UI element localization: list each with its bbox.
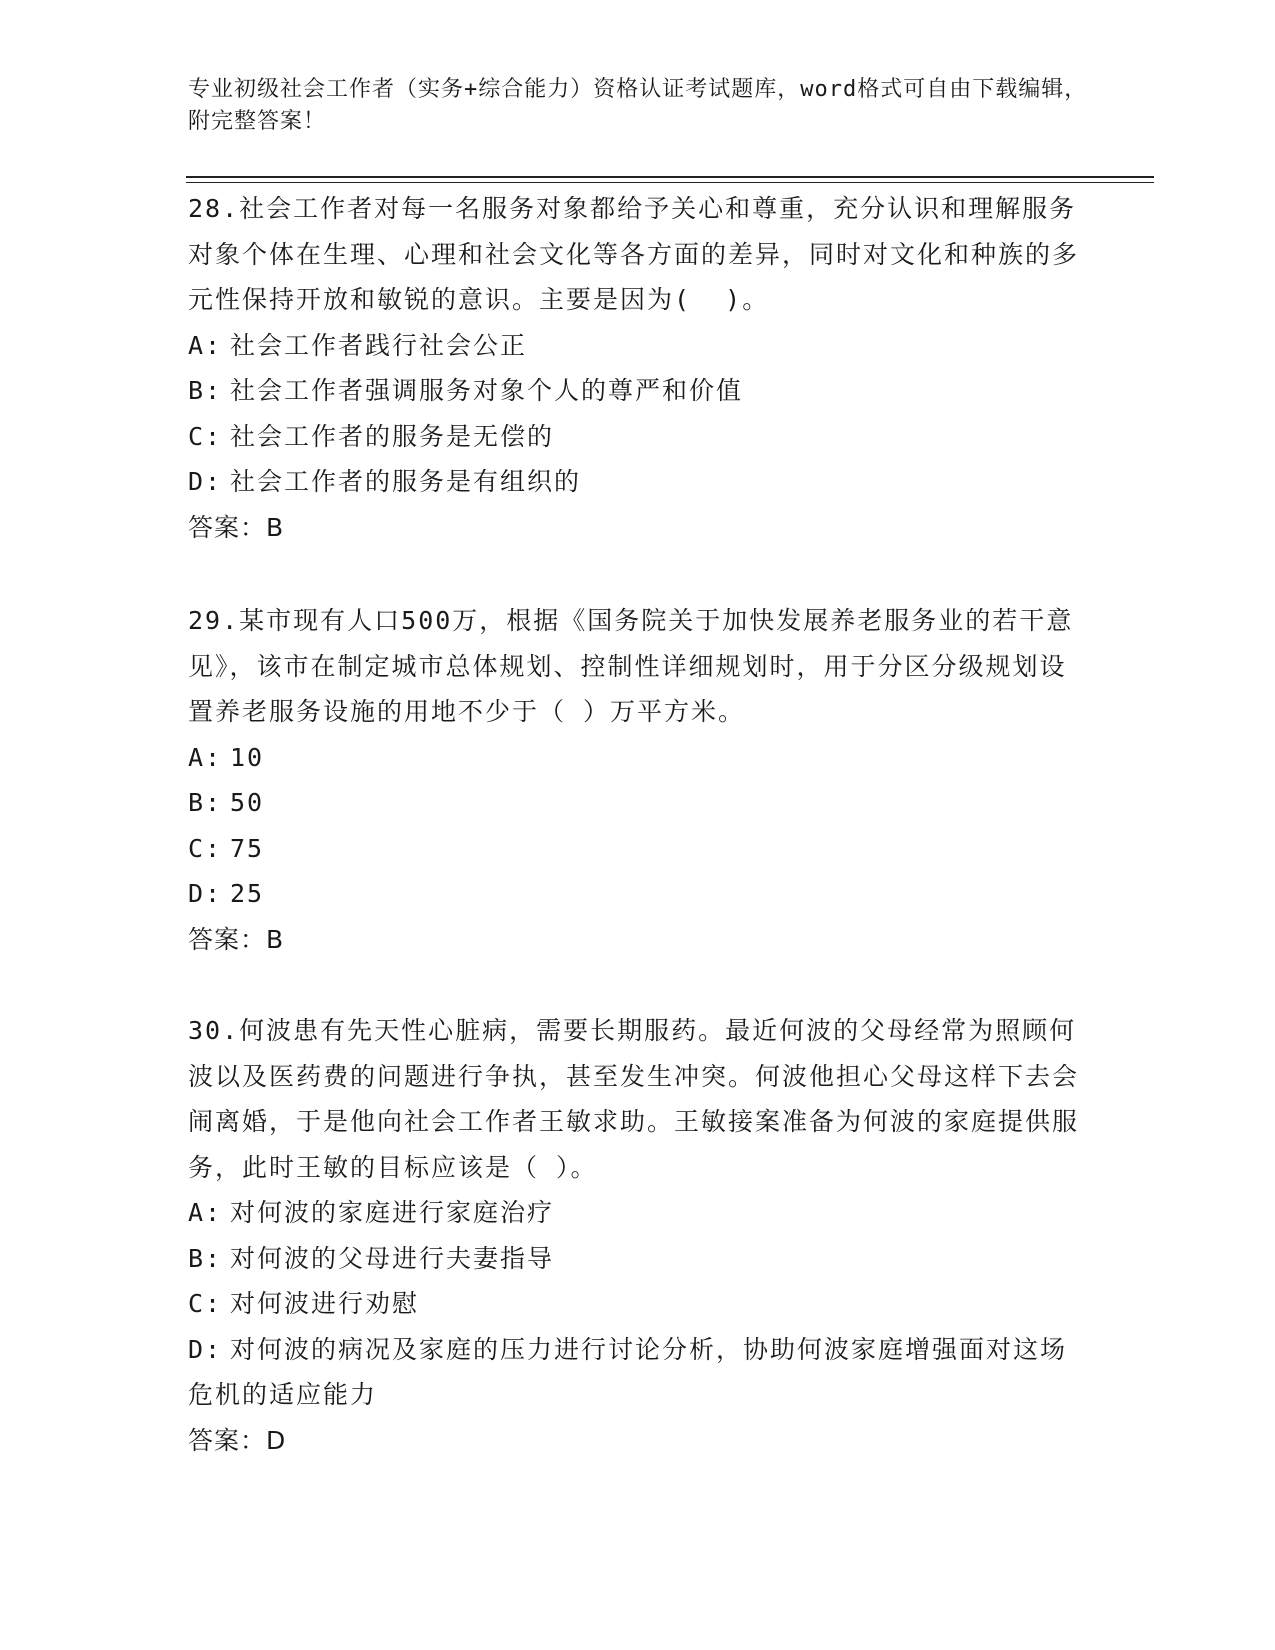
option-text: 对何波的病况及家庭的压力进行讨论分析，协助何波家庭增强面对这场危机的适应能力 bbox=[188, 1334, 1068, 1409]
option-text: 对何波进行劝慰 bbox=[230, 1289, 420, 1318]
answer-line: 答案：B bbox=[188, 512, 285, 542]
option-letter: D: bbox=[188, 879, 223, 908]
question-28 bbox=[188, 186, 1088, 550]
question-number: 29. bbox=[188, 606, 240, 635]
option-a bbox=[188, 1190, 1088, 1236]
page-header bbox=[188, 74, 1088, 138]
answer-line: 答案：D bbox=[188, 1425, 287, 1455]
option-letter: B: bbox=[188, 1243, 223, 1273]
question-number: 30. bbox=[188, 1016, 240, 1045]
option-c bbox=[188, 414, 1088, 460]
answer-line: 答案：B bbox=[188, 924, 285, 954]
option-b bbox=[188, 368, 1088, 414]
question-stem bbox=[188, 598, 1088, 735]
option-text: 50 bbox=[230, 788, 265, 817]
option-letter: D: bbox=[188, 467, 223, 496]
option-letter: B: bbox=[188, 376, 223, 405]
option-letter: C: bbox=[188, 833, 223, 863]
option-c bbox=[188, 826, 1088, 872]
question-30 bbox=[188, 1008, 1088, 1463]
option-text: 社会工作者强调服务对象个人的尊严和价值 bbox=[230, 376, 744, 405]
option-letter: A: bbox=[188, 742, 223, 772]
option-c bbox=[188, 1281, 1088, 1327]
option-letter: A: bbox=[188, 1198, 223, 1227]
question-text: 社会工作者对每一名服务对象都给予关心和尊重，充分认识和理解服务对象个体在生理、心理和社会文化等各方面的差异，同时对文化和种族的多元性保持开放和敏锐的意识。主要是因为( )。 bbox=[188, 194, 1080, 314]
option-b bbox=[188, 1236, 1088, 1282]
option-d bbox=[188, 871, 1088, 917]
header-divider-thick bbox=[186, 176, 1154, 178]
option-d bbox=[188, 459, 1088, 505]
header-text: 专业初级社会工作者（实务+综合能力）资格认证考试题库，word格式可自由下载编辑，附完整答案！ bbox=[188, 77, 1088, 134]
option-text: 社会工作者的服务是无偿的 bbox=[230, 421, 555, 451]
question-number: 28. bbox=[188, 194, 240, 223]
option-text: 25 bbox=[230, 879, 265, 908]
question-stem bbox=[188, 186, 1088, 323]
option-a bbox=[188, 323, 1088, 369]
option-text: 对何波的家庭进行家庭治疗 bbox=[230, 1198, 555, 1227]
option-text: 75 bbox=[230, 833, 265, 863]
option-text: 社会工作者践行社会公正 bbox=[230, 330, 528, 360]
option-letter: C: bbox=[188, 421, 223, 451]
option-d bbox=[188, 1327, 1088, 1418]
header-divider-thin bbox=[186, 182, 1154, 183]
question-text: 何波患有先天性心脏病，需要长期服药。最近何波的父母经常为照顾何波以及医药费的问题进行争执，甚至发生冲突。何波他担心父母这样下去会闹离婚，于是他向社会工作者王敏求助。王敏接案准备为何波的家庭提供服务，此时王敏的目标应该是（ ）。 bbox=[188, 1016, 1080, 1182]
option-text: 对何波的父母进行夫妻指导 bbox=[230, 1243, 555, 1273]
question-29 bbox=[188, 598, 1088, 962]
option-letter: B: bbox=[188, 788, 223, 817]
question-text: 某市现有人口500万，根据《国务院关于加快发展养老服务业的若干意见》，该市在制定城市总体规划、控制性详细规划时，用于分区分级规划设置养老服务设施的用地不少于（ ）万平方米。 bbox=[188, 606, 1074, 726]
question-stem bbox=[188, 1008, 1088, 1190]
option-letter: A: bbox=[188, 330, 223, 360]
option-text: 社会工作者的服务是有组织的 bbox=[230, 467, 582, 496]
option-b bbox=[188, 780, 1088, 826]
option-letter: C: bbox=[188, 1289, 223, 1318]
option-a bbox=[188, 735, 1088, 781]
option-text: 10 bbox=[230, 742, 265, 772]
option-letter: D: bbox=[188, 1334, 223, 1364]
